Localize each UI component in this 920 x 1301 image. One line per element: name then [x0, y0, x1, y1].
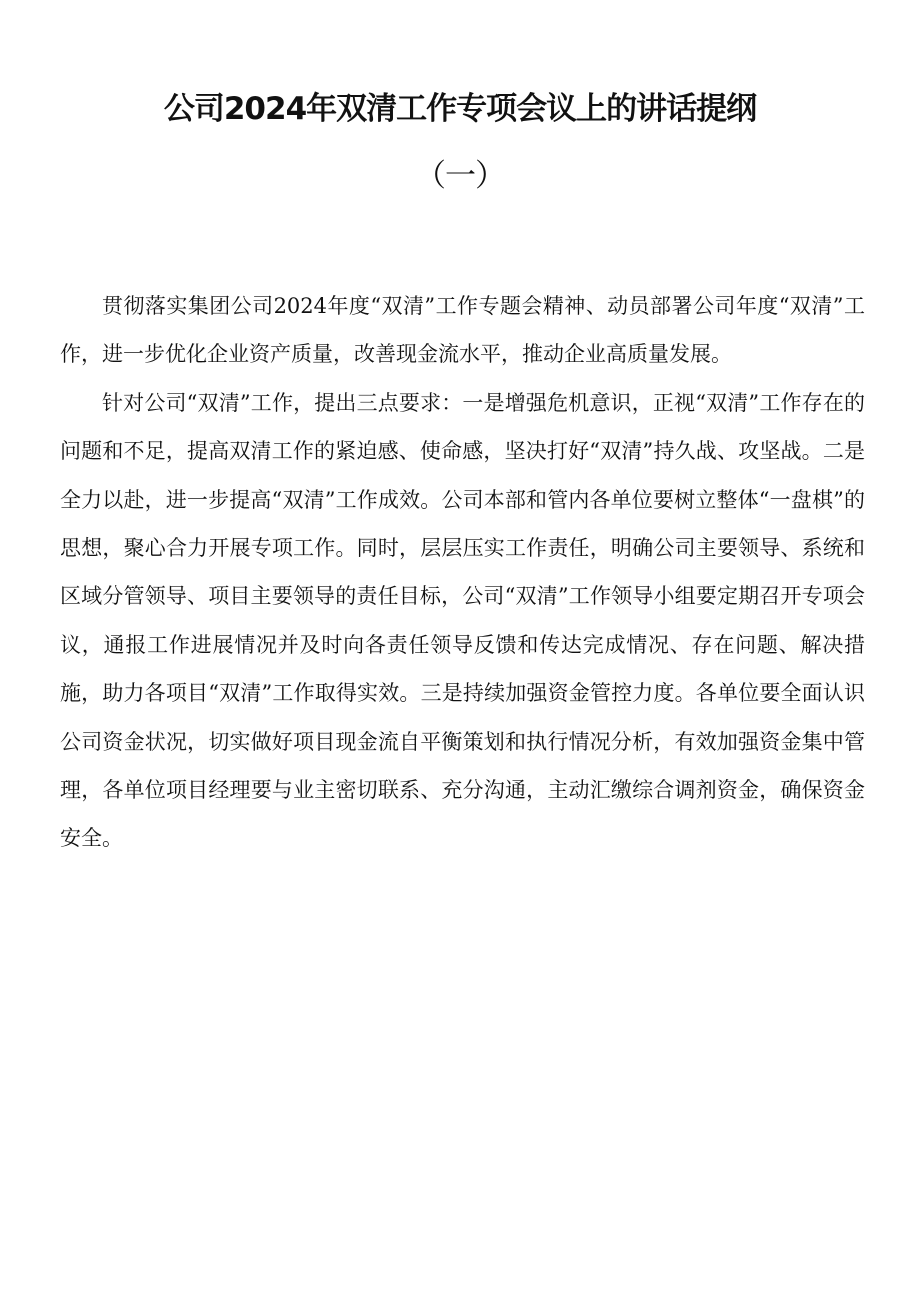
document-subtitle: （一） — [415, 158, 505, 194]
paragraph-1: 贯彻落实集团公司2024年度“双清”工作专题会精神、动员部署公司年度“双清”工作，进一步优化企业资产质量，改善现金流水平，推动企业高质量发展。 — [60, 294, 865, 367]
document-title: 公司2024年双清工作专项会议上的讲话提纲 — [163, 91, 757, 127]
document-body — [60, 282, 865, 863]
paragraph-2: 针对公司“双清”工作，提出三点要求：一是增强危机意识，正视“双清”工作存在的问题和不足，提高双清工作的紧迫感、使命感，坚决打好“双清”持久战、攻坚战。二是全力以赴，进一步提高“双清”工作成效。公司本部和管内各单位要树立整体“一盘棋”的思想，聚心合力开展专项工作。同时，层层压实工作责任，明确公司主要领导、系统和区域分管领导、项目主要领导的责任目标，公司“双清”工作领导小组要定期召开专项会议，通报工作进展情况并及时向各责任领导反馈和传达完成情况、存在问题、解决措施，助力各项目“双清”工作取得实效。三是持续加强资金管控力度。各单位要全面认识公司资金状况，切实做好项目现金流自平衡策划和执行情况分析，有效加强资金集中管理，各单位项目经理要与业主密切联系、充分沟通，主动汇缴综合调剂资金，确保资金安全。 — [60, 390, 865, 851]
